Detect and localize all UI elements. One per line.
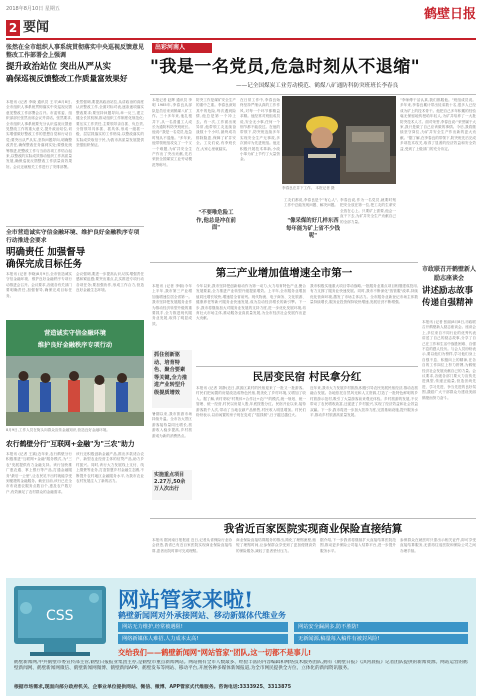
ad-contact: 根据市场需求,现面向部分政府机关、企事业单位提供网站、微信、微博、APP管家式代维服务。咨询电话:3333925、3313875 bbox=[14, 685, 292, 690]
pull-box-tourism bbox=[152, 470, 192, 500]
pull-box-industry bbox=[152, 350, 192, 408]
photo-caption: 李春良在井下工作。 本报记者 摄 bbox=[282, 186, 335, 190]
pull-quote: 实施重点项目2.27万,50余万人次出行 bbox=[154, 472, 186, 492]
ad-body: 鹤壁新闻网,中共鹤壁市委宣传部主管,鹤壁日报报业集团主办,是鹤壁市重点新闻网站。网站拥有全市人数最多、经验丰富的内容编辑和网络技术服务团队,拥有《鹤壁日报》《淇河晨报》记者团队提供的新闻资源。网站运营的鹤壁新闻网、鹤壁新闻网微信、鹤壁新闻网微博、鹤壁新闻APP、鹤壁发布等网站、移动平台,开展各种多媒体新闻报道,为全市网民提供全方位、立体化的新闻资讯服务。 bbox=[14, 660, 468, 671]
banner-line-1: 营造诚实守信金融环境 bbox=[44, 330, 106, 337]
sidebar-body: 本报讯 (记者 张丽)8月8日,市政联召开鹤壁新人励志座谈会。座谈会上,多位来自不同行业的优秀代表讲述了自己的励志故事,分享了自己在工作和生活中战胜困难、自强不息的感人经历。与会人员纷纷表示,要以他们为榜样,学习他们身上自强不息、积极向上的精神,在各自的工作岗位上努力拼搏,为鹤壁经济社会发展贡献自己的力量。会议要求,各级各部门要大力宣传先进典型,传递正能量,营造崇尚先进、学习先进、争当先进的良好氛围,激励广大干部群众为建设美丽鹤壁而努力奋斗。 bbox=[422, 320, 476, 400]
photo-miner-li-chunliang bbox=[282, 96, 396, 184]
article-financial-environment bbox=[6, 230, 144, 271]
feature-body-col: 李春良说,作为一名党员,就要时刻把安全放在第一位,把工友的生命安全放在心上。只要矿上需要,他会一直干下去,为矿井安全生产贡献自己的全部力量。 bbox=[340, 198, 396, 224]
feature-body-col: 工友们都说,李春良是个"有心人",工作中总能发现问题、解决问题。 bbox=[284, 198, 338, 208]
feature-body-col: "李师傅干活认真,我们都服他。"班组成员说。多年来,李春良累计带出徒弟数十名,很多人已经成为矿上的技术骨干。他把自己多年积累的经验毫无保留地传授给年轻人,为矿井培养了一大批防突技术人才。面对荣誉,李春良说:"荣誉属于大家,我只是做了自己应该做的事情。今后,我将继续坚守岗位,为矿井安全生产作出新的更大贡献。"据了解,在李春良的带领下,防突班先后完成多项技术攻关,取得了显著的经济效益和安全效益,受到了上级部门的充分肯定。 bbox=[400, 98, 476, 151]
feature-kicker: 出彩河南人 bbox=[155, 44, 186, 51]
pull-quote: "不要唯危险工作,他总是冲在前面" bbox=[196, 210, 236, 231]
article-body-col: 张然强调,要提高政治站位,从讲政治的高度认识整改工作,全面对标对表,逐条逐项落实整改要求;要坚持问题导向,举一反三,建立健全长效机制,推动组织工作制度化规范化;要压实工作责任,主要领导亲自抓、负总责,分管领导具体抓、抓具体,形成一级抓一级、层层抓落实的工作格局,以整改落实的实际成效取信于民,为我市高质量发展提供坚强组织保证。 bbox=[76, 100, 144, 148]
issue-date: 2018年8月10日 星期五 bbox=[6, 6, 60, 12]
article-title: 农行鹤壁分行"互联网+金融"为"三农"助力 bbox=[6, 440, 135, 448]
page-number: 2 bbox=[6, 20, 20, 36]
article-body-col: 据介绍,下一步我省将继续扩大直接结算医院范围,推动更多保险公司接入结算平台,进一步提升服务水平。 bbox=[320, 538, 396, 553]
banner-special-action bbox=[6, 320, 144, 356]
article-body-col: 商业保险直接结算服务的推出,简化了理赔流程,缩短了理赔时间,让参保群众享受到了更加便捷高效的保险服务,减轻了患者垫付压力。 bbox=[236, 538, 316, 553]
article-body-col: 本报讯 (记者 李朝)今年上半年,我市第三产业增加值增速位居全省第一。我市坚持把发展服务业作为推动经济转型升级的重要抓手,全力推进现代服务业发展,取得了明显成效。 bbox=[152, 284, 192, 326]
article-body-col: 本报讯 (记者 李晓 通讯员 王平)8月8日,全市组织人事系统贯彻落实中央巡视反馈意见整改工作部署会召开。市委常委、组织部部长张然出席会议并讲话。张然要求,全市组织人事系统要充分认识巡视反馈意见整改工作的重大意义,提升政治站位,切实增强做好整改工作的思想自觉和行动自觉;要突出从严从实,坚持问题导向,明确整改责任,确保整改任务落到实处;要强化统筹推进,把整改工作与当前各项工作结合起来,以整改的实际成效推动组织工作高质量发展,确保巡视反馈整改工作质量高效果好。会议还就相关工作进行了安排部署。 bbox=[6, 100, 72, 169]
website-steward-ad bbox=[6, 578, 476, 696]
svg-text:CSS: CSS bbox=[46, 608, 74, 624]
ad-bullet-4: 无新闻源,稿量每入稿件有被封风险! bbox=[294, 634, 468, 644]
article-body-col: 该行还积极创新金融产品,推出多款适合农户、新型农业经营主体的信贷产品,助力乡村振兴。同时,该行大力发展线上支付、线上缴费等业务,打造智慧乡村金融生态圈,不断提升农村地区金融服务水平,为我市农业农村发展注入了新的活力。 bbox=[76, 452, 144, 484]
feature-body-col: 在日常工作中,李春良始终坚持严细认真的工作作风,对每一个环节都精益求精。他经常对班组成员说,安全无小事,任何一个细节都不能放过。在他的带领下,防突班连续多年实现安全生产无事故,多次被评为先进班组。他还积极开展技术革新,小改小革为矿上节约了大量资金。 bbox=[240, 98, 280, 162]
feature-pull-quote-1 bbox=[196, 210, 236, 233]
article-body-col: 会议强调,要进一步提高认识,切实增强责任感和紧迫感;要突出重点,扎实推进专项行动各项任务;要加强协作,形成工作合力,营造良好金融生态环境。 bbox=[76, 272, 144, 293]
article-agri-bank bbox=[6, 440, 144, 449]
divider bbox=[150, 518, 476, 519]
article-title-line-2: 确保完成目标任务 bbox=[6, 259, 83, 270]
headline-industry: 第三产业增加值增速全市第一 bbox=[215, 267, 353, 279]
ad-bullet-2: 网站安全漏洞多,防不胜防! bbox=[294, 622, 468, 632]
article-inspection-rectification bbox=[6, 44, 144, 84]
sidebar-kicker: 市政联召开鹤壁新人 bbox=[422, 266, 477, 273]
feature-subtitle: ——记全国煤炭工业劳动模范、鹤煤八矿通防科防突班班长李春良 bbox=[236, 83, 399, 89]
ad-bullet-1: 网站无力维护,经常被遇阻! bbox=[118, 622, 288, 632]
article-body-col: 今年以来,我市坚持把创新驱动作为第一动力,大力培育特色产业,聚合发展要素,全力推进产业转型升级提质增效。上半年,全市服务业增加值同比增长较快,增速居全省前列。现代物流、电子商务、文化旅游、健康养老等新兴服务业快速发展,成为拉动经济增长的新引擎。下一步,我市将继续加大对服务业发展的支持力度,进一步优化发展环境,培育壮大市场主体,推动服务业高质量发展,为全市经济社会发展作出更大贡献。 bbox=[196, 284, 306, 321]
article-body-col: 暑期以来,我市旅游市场持续升温。全市各大景区游客接待量同比增长,旅游收入稳步提高,乡村旅游成为新的消费热点。 bbox=[152, 412, 192, 438]
article-body-col: 参保群众在就医时只需出示相关证件,即可享受直接结算服务,无需再往返医院和保险公司之间办理手续。 bbox=[400, 538, 476, 553]
feature-body-col: 本报记者 赵辉 通讯员 李明 1985年,李春良从部队复员后来到鹤煤八矿工作。三十多年来,他扎根井下,从一名普通工人成长为通防科防突班班长。他说:"我是一名党员,危急时刻从不退缩。"多年来,他带领班组攻克了一个又一个难题,为矿井安全生产作出了突出贡献,先后荣获全国煤炭工业劳动模范等称号。 bbox=[152, 98, 192, 167]
sidebar-kicker-2: 励志座谈会 bbox=[433, 275, 464, 282]
article-body-col: 本报讯 (记者 刘静)近日,淇滨区某村的民宿迎来了一批又一批游客。村民们把闲置的房屋改造成特色民宿,既美化了乡村环境,又增加了收入。据了解,该村采取"村集体+合作社+农户"的模式,统一规划、统一管理、统一经营,村民以房屋入股,年底按股分红。民宿开业以来,接待游客数千人次,带动了当地农副产品销售,村民收入明显增加。村民们纷纷表示,以前闲置的房子现在变成了"摇钱树",日子越过越红火。 bbox=[196, 386, 306, 418]
article-body-col: 近年来,我市大力发展乡村旅游,积极引导农民发展民宿经济,推动农旅融合发展。各地依托自然风光和人文资源,打造了一批特色鲜明的乡村旅游示范村,吸引了大量游客前来观光体验。乡村旅游的发展,不仅带动了农民增收致富,还促进了乡村振兴,实现了经济效益和社会效益双赢。下一步,我市将进一步加大扶持力度,完善基础设施,提升服务水平,推动乡村旅游高质量发展。 bbox=[310, 386, 418, 418]
divider bbox=[150, 94, 476, 95]
article-title-line-1: 提升政治站位 突出从严从实 bbox=[6, 62, 111, 72]
article-title-line-1: 明确责任 加强督导 bbox=[6, 247, 86, 258]
article-body-col: 本报讯 (记者 李晓)8月9日,全市营造诚实守信金融环境、维护良好金融秩序专项行动推进会召开。会议要求,各级各有关部门要明确责任,加强督导,确保完成目标任务。 bbox=[6, 272, 72, 298]
ad-title: 网站管家来啦! bbox=[118, 587, 254, 612]
newspaper-brand: 鹤壁日报 bbox=[423, 7, 476, 22]
section-name: 要闻 bbox=[23, 20, 50, 35]
divider bbox=[196, 366, 418, 367]
headline-homestay: 民居变民宿 村民拿分红 bbox=[252, 371, 362, 383]
article-kicker: 全市营造诚实守信金融环境、维护良好金融秩序专项行动推进会要求 bbox=[6, 230, 140, 244]
pull-quote: "像采煤的好几样东西每年能为矿上省不少钱呢" bbox=[286, 218, 340, 239]
sidebar-title-2: 传递自强精神 bbox=[422, 298, 474, 308]
article-body-col: 本报讯 据河南日报报道 近日,记者从省保险行业协会获悉,我省已有近百家医院实现商业保险直接结算,患者出院时即可完成理赔。 bbox=[152, 538, 232, 553]
photo-bank-staff-publicity bbox=[6, 356, 144, 426]
issue-date-line bbox=[6, 5, 476, 22]
feature-body-col: 防突工作是煤矿安全生产的重中之重。李春良深知其中的危险,每次遇到险情,他总是第一个冲上去。有一次,工作面出现异常,他带领工友连续奋战数十个小时,最终成功排除隐患,保障了矿井安全。工友们说,有李班长在,大家心里就踏实。 bbox=[196, 98, 236, 151]
feature-title: "我是一名党员,危急时刻从不退缩" bbox=[150, 57, 421, 77]
banner-line-2: 维护良好金融秩序专项行动 bbox=[37, 342, 113, 349]
feature-kicker-tag bbox=[152, 43, 212, 53]
article-title-line-2: 确保巡视反馈整改工作质量富效果好 bbox=[6, 74, 128, 83]
page-header bbox=[6, 20, 476, 40]
ad-bullet-3: 网络新媒体人难招,人力成本太高! bbox=[118, 634, 288, 644]
sidebar-title-1: 讲述励志故事 bbox=[422, 286, 474, 296]
sidebar-article bbox=[422, 265, 476, 309]
article-kicker: 张然在全市组织人事系统贯彻落实中央巡视反馈意见整改工作部署会上强调 bbox=[6, 44, 145, 59]
ad-subtitle: 鹤壁新闻网对外承接网站、移动新媒体代维业务 bbox=[118, 611, 286, 620]
divider bbox=[6, 226, 144, 227]
headline-insurance: 我省近百家医院实现商业保险直接结算 bbox=[223, 523, 403, 535]
feature-pull-quote-2 bbox=[286, 218, 340, 241]
photo-caption: 8月9日,工作人员在街头向群众宣传金融知识,营造良好金融环境。 bbox=[6, 428, 110, 432]
ad-slogan: 交给我们——鹤壁新闻网"网站管家"团队,这一切都不是事儿! bbox=[118, 648, 312, 657]
article-body-col: 我市积极实施重大项目带动战略,一批服务业重点项目相继建成投用,有力支撑了服务业快速发展。同时,我市不断深化"放管服"改革,持续优化营商环境,激发了市场主体活力。全市服务业新登记市场主体数量持续增长,服务业投资保持较快增速,发展后劲不断增强。 bbox=[310, 284, 418, 305]
divider bbox=[150, 262, 418, 263]
article-body-col: 本报讯 (记者 王斌)近年来,农行鹤壁分行积极推进"互联网+金融"服务模式,为"三农"发展提供有力金融支持。该行加快推广惠农通、掌上银行等产品,打通金融服务"最后一公里",让农民足不出村就能享受到便捷的金融服务。截至目前,该行已在全市布设惠农服务点数百个,惠及农户数万户,有效满足了农村群众的金融需求。 bbox=[6, 452, 72, 494]
pull-quote: 抓住创新驱动、培育特色、聚合要素等关键,全力推进产业转型升级提质增效 bbox=[154, 352, 188, 396]
